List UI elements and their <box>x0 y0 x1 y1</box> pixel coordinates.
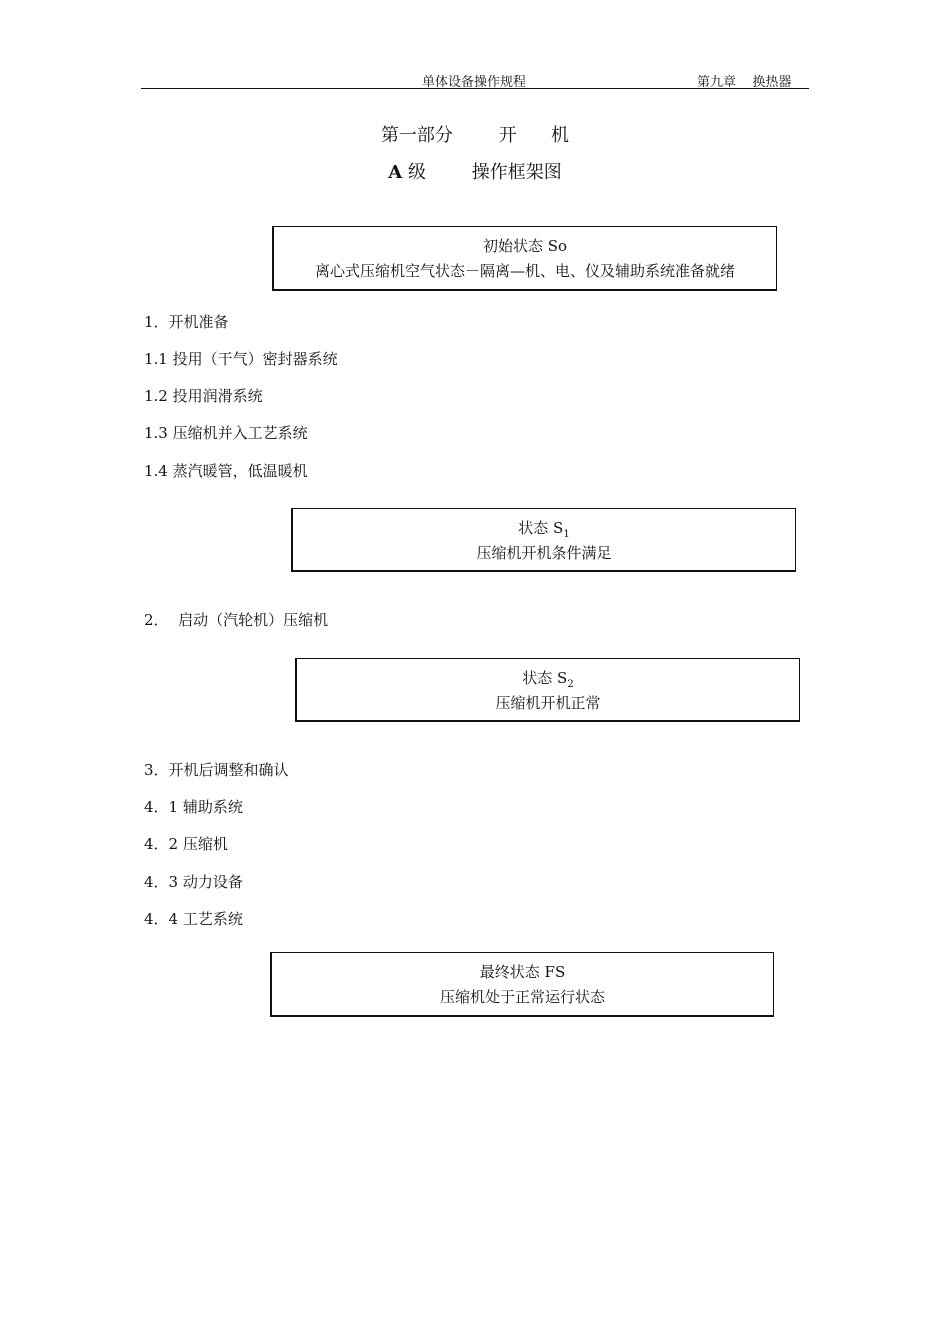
level-letter: A <box>388 162 403 183</box>
part-title: 第一部分 开 机 <box>380 125 570 146</box>
state-desc: 压缩机处于正常运行状态 <box>439 988 605 1006</box>
step-item: 1．开机准备 <box>144 313 229 331</box>
step-item: 4．2 压缩机 <box>144 835 228 853</box>
state-title-prefix: 状态 S <box>522 669 568 687</box>
state-desc: 离心式压缩机空气状态－隔离—机、电、仪及辅助系统准备就绪 <box>314 262 735 280</box>
header-doc-title: 单体设备操作规程 <box>422 75 527 90</box>
state-box-s1 <box>291 508 796 572</box>
state-title <box>293 516 795 541</box>
step-item: 4．3 动力设备 <box>144 873 243 891</box>
step-item: 3．开机后调整和确认 <box>144 761 289 779</box>
state-box-s2 <box>295 658 800 722</box>
state-title: 最终状态 FS <box>479 963 566 981</box>
level-rest: 级 操作框架图 <box>402 162 562 183</box>
step-item: 1.2 投用润滑系统 <box>144 387 263 405</box>
state-box-final <box>270 952 774 1017</box>
framework-title <box>0 158 950 184</box>
step-item: 2． 启动（汽轮机）压缩机 <box>144 611 329 629</box>
state-title-prefix: 状态 S <box>518 519 564 537</box>
header-rule <box>141 88 809 89</box>
header-chapter: 第九章 换热器 <box>697 75 792 90</box>
step-item: 1.3 压缩机并入工艺系统 <box>144 424 308 442</box>
state-desc: 压缩机开机条件满足 <box>476 544 612 562</box>
state-title <box>297 666 799 691</box>
state-box-initial <box>272 226 777 291</box>
step-item: 4．1 辅助系统 <box>144 798 243 816</box>
state-subscript: 2 <box>567 679 574 690</box>
state-desc: 压缩机开机正常 <box>495 694 601 712</box>
step-item: 4．4 工艺系统 <box>144 910 243 928</box>
state-title: 初始状态 So <box>482 237 568 255</box>
state-subscript: 1 <box>563 529 570 540</box>
step-item: 1.4 蒸汽暖管，低温暖机 <box>144 462 308 480</box>
step-item: 1.1 投用（干气）密封器系统 <box>144 350 338 368</box>
